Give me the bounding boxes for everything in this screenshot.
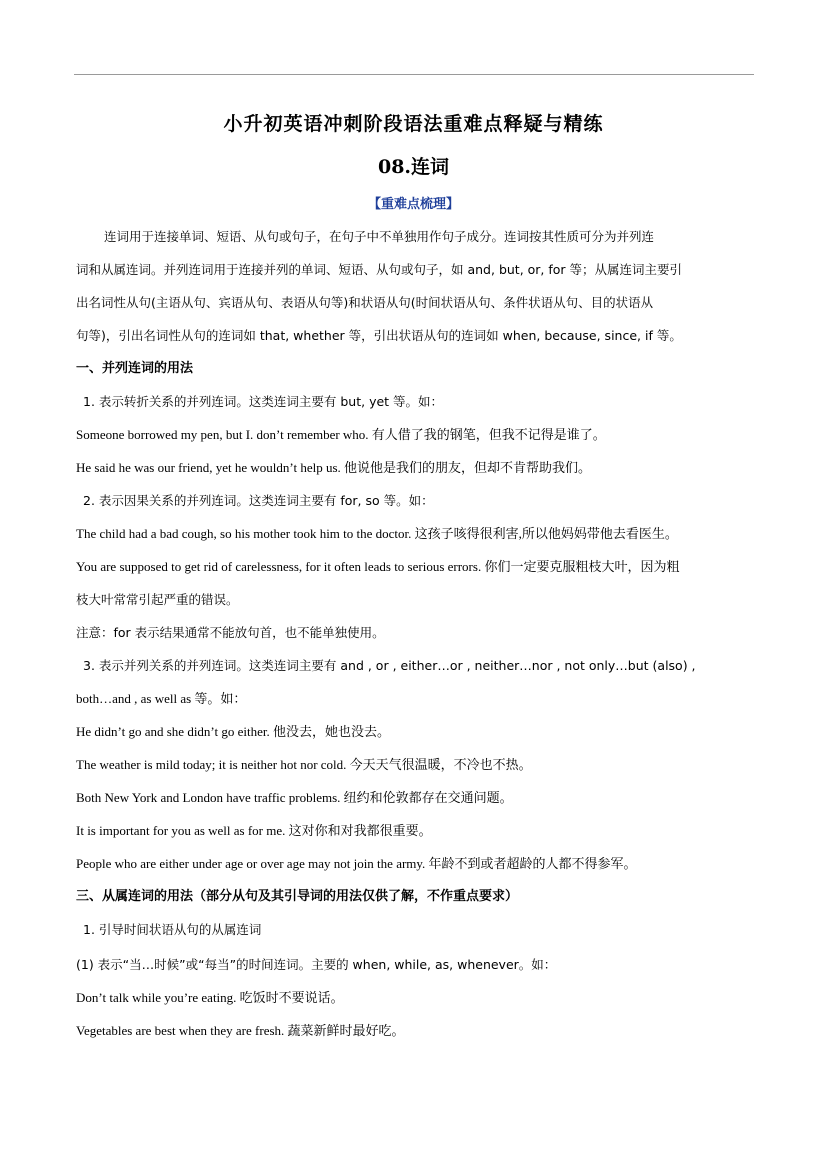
rule-item: both…and , as well as 等。如：	[76, 691, 247, 706]
note: 注意：for 表示结果通常不能放句首，也不能单独使用。	[76, 625, 385, 640]
section-tag: 【重难点梳理】	[367, 197, 459, 212]
example-sentence: People who are either under age or over age may not join the army. 年龄不到或者超龄的人都不得参军。	[76, 856, 637, 871]
rule-item: 1. 表示转折关系的并列连词。这类连词主要有 but, yet 等。如：	[83, 394, 444, 409]
example-sentence: You are supposed to get rid of carelessness, for it often leads to serious errors. 你们一定要克服粗枝大叶，因为粗	[76, 559, 680, 574]
rule-item: 1. 引导时间状语从句的从属连词	[83, 922, 262, 937]
section-heading: 一、并列连词的用法	[76, 361, 194, 376]
example-sentence: 枝大叶常常引起严重的错误。	[76, 592, 239, 607]
example-sentence: Don’t talk while you’re eating. 吃饭时不要说话。	[76, 990, 344, 1005]
example-sentence: The child had a bad cough, so his mother took him to the doctor. 这孩子咳得很利害,所以他妈妈带他去看医生。	[76, 526, 678, 541]
example-sentence: He said he was our friend, yet he wouldn’t help us. 他说他是我们的朋友，但却不肯帮助我们。	[76, 460, 592, 475]
rule-item: 3. 表示并列关系的并列连词。这类连词主要有 and , or , either…or , neither…nor , not only…but (also) ,	[83, 658, 696, 673]
page-title: 小升初英语冲刺阶段语法重难点释疑与精练	[223, 113, 604, 135]
header-rule	[74, 74, 754, 75]
intro-line: 词和从属连词。并列连词用于连接并列的单词、短语、从句或句子，如 and, but, or, for 等；从属连词主要引	[76, 262, 683, 277]
example-sentence: It is important for you as well as for me. 这对你和对我都很重要。	[76, 823, 432, 838]
section-heading: 三、从属连词的用法（部分从句及其引导词的用法仅供了解，不作重点要求）	[76, 889, 519, 904]
example-sentence: Someone borrowed my pen, but I. don’t remember who. 有人借了我的钢笔，但我不记得是谁了。	[76, 427, 606, 442]
intro-line: 出名词性从句(主语从句、宾语从句、表语从句等)和状语从句(时间状语从句、条件状语从句、目的状语从	[76, 295, 654, 310]
rule-item: 2. 表示因果关系的并列连词。这类连词主要有 for, so 等。如：	[83, 493, 434, 508]
example-sentence: Both New York and London have traffic problems. 纽约和伦敦都存在交通问题。	[76, 790, 513, 805]
intro-line: 连词用于连接单词、短语、从句或句子，在句子中不单独用作句子成分。连词按其性质可分为并列连	[104, 229, 655, 244]
example-sentence: The weather is mild today; it is neither hot nor cold. 今天天气很温暖，不冷也不热。	[76, 757, 532, 772]
rule-item: (1) 表示“当…时候”或“每当”的时间连词。主要的 when, while, as, whenever。如：	[76, 957, 557, 972]
example-sentence: Vegetables are best when they are fresh. 蔬菜新鲜时最好吃。	[76, 1023, 405, 1038]
page-subtitle: 08.连词	[377, 156, 450, 178]
intro-line: 句等)，引出名词性从句的连词如 that, whether 等，引出状语从句的连词如 when, because, since, if 等。	[76, 328, 682, 343]
example-sentence: He didn’t go and she didn’t go either. 他没去，她也没去。	[76, 724, 391, 739]
